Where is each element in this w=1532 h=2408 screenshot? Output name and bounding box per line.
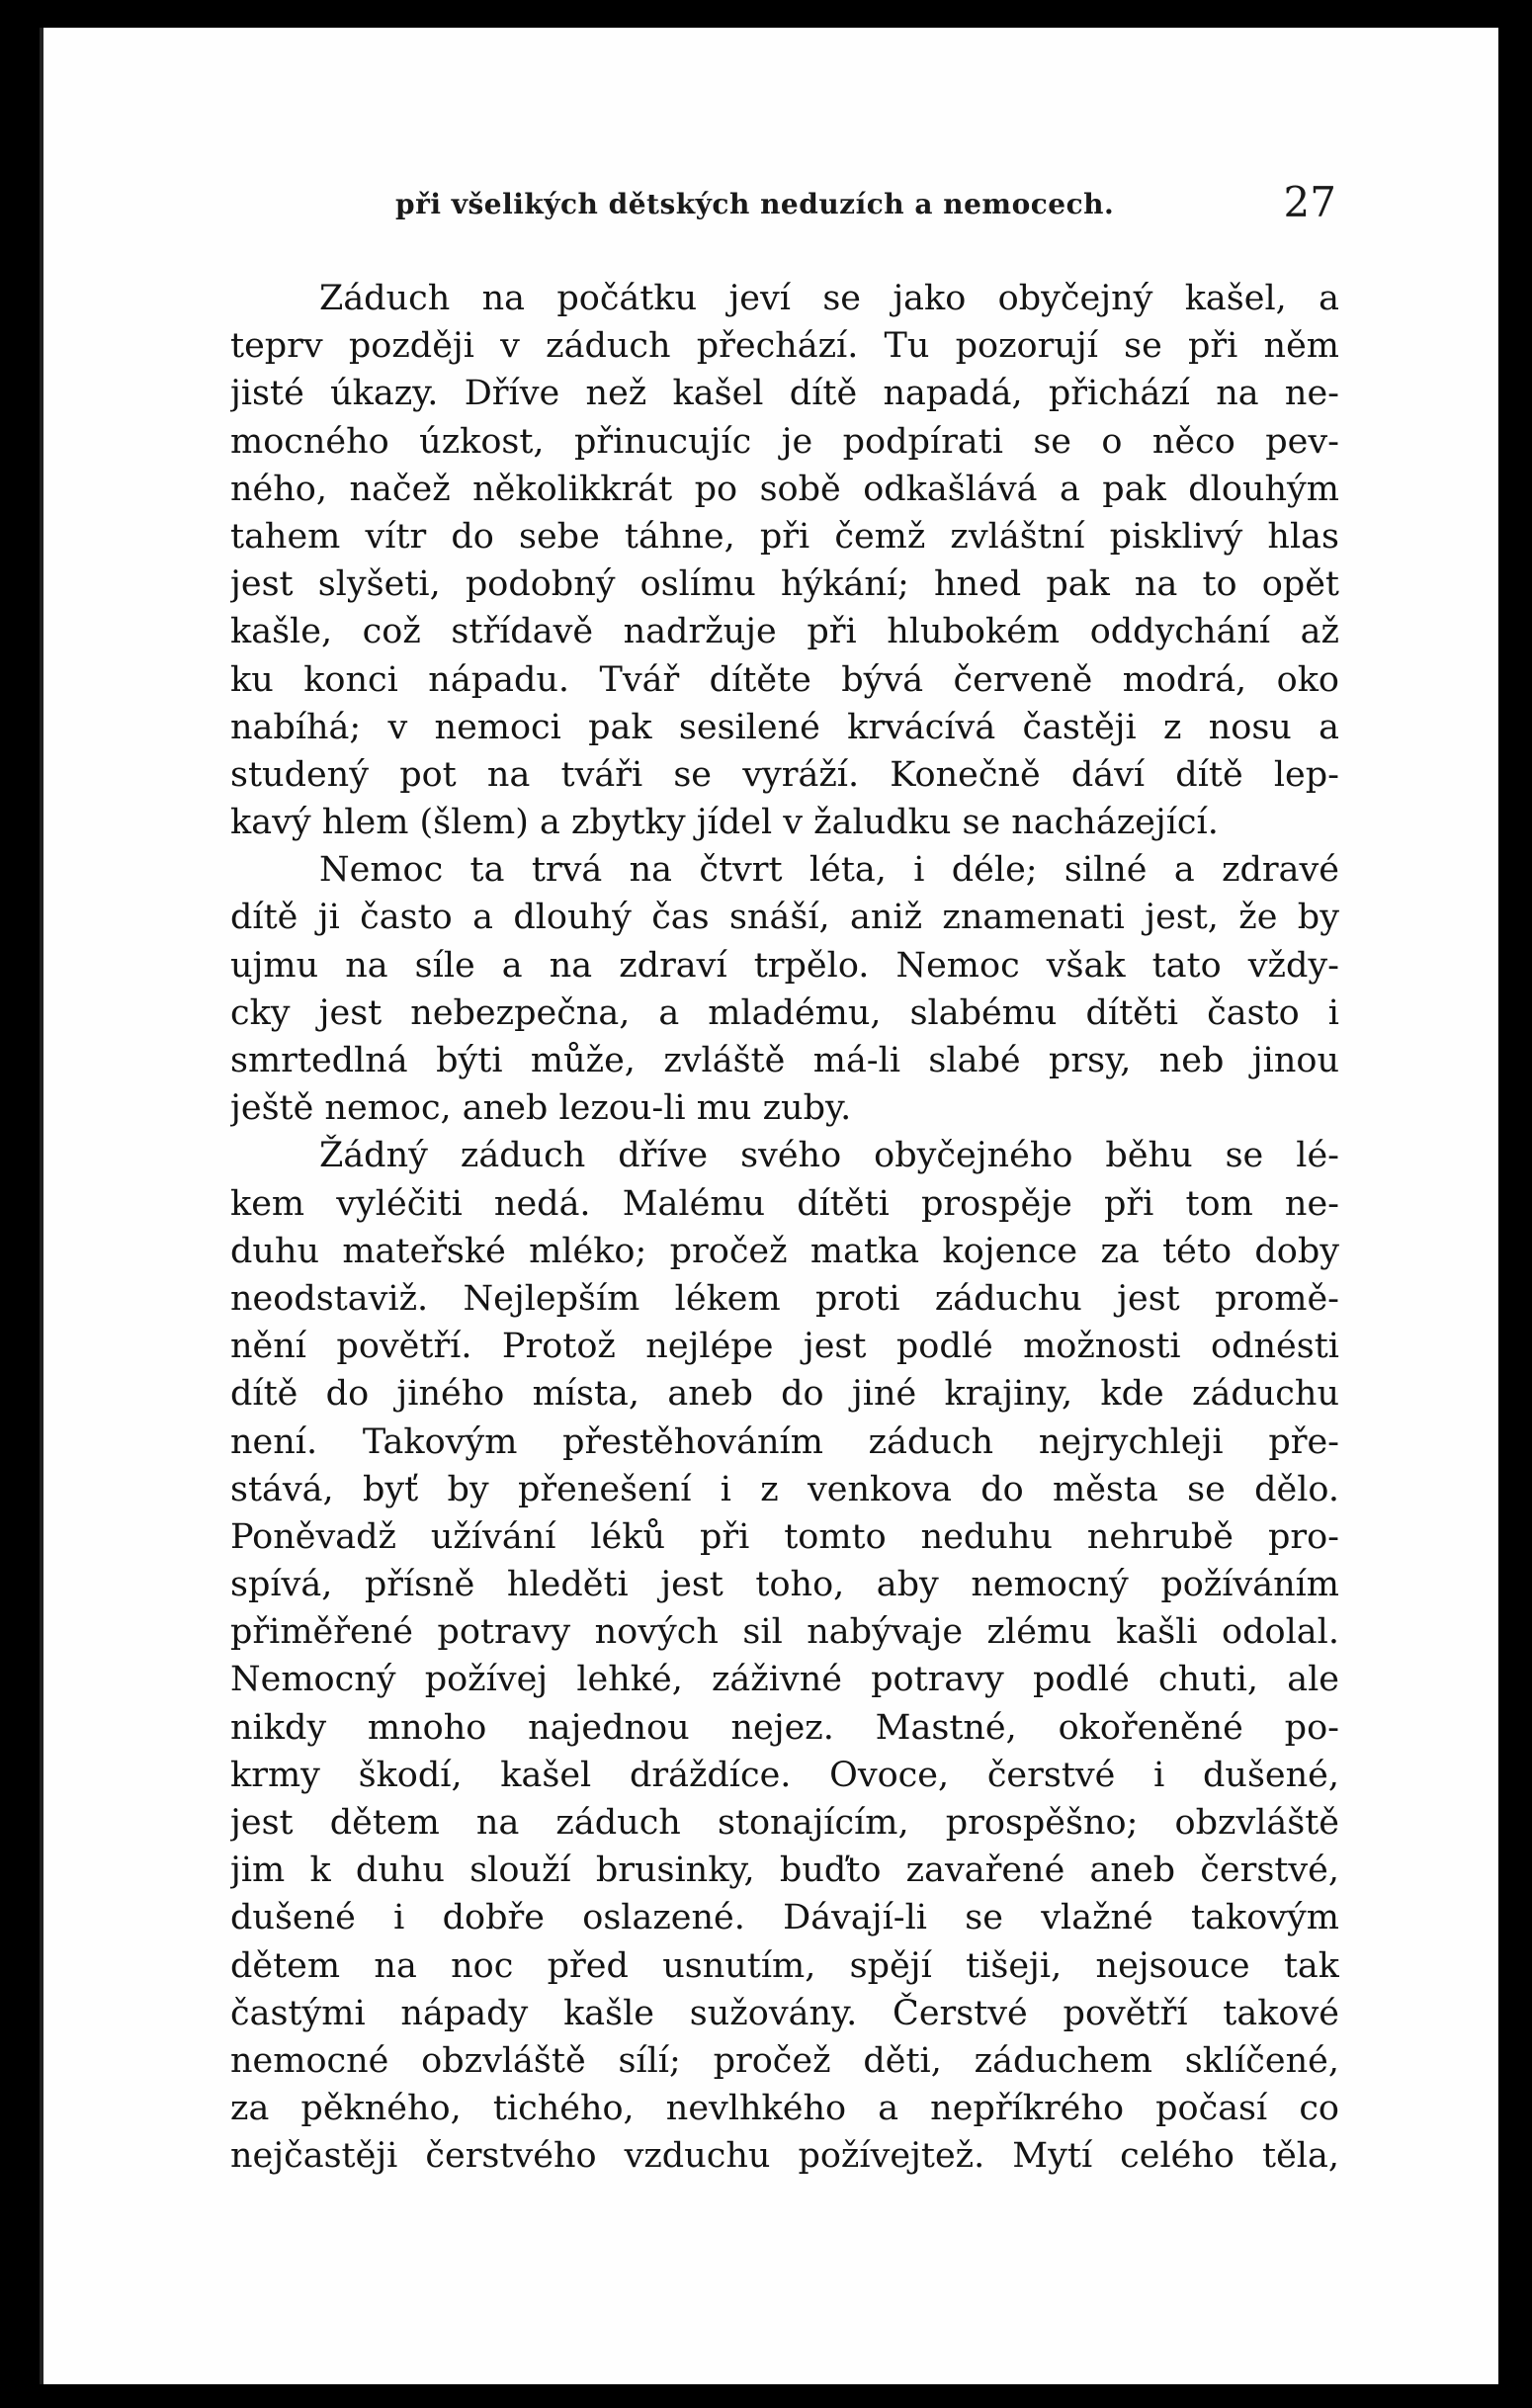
text-line: za pěkného, tichého, nevlhkého a nepříkrého počasí co bbox=[230, 2089, 1339, 2129]
text-line: dítě ji často a dlouhý čas snáší, aniž znamenati jest, že by bbox=[230, 898, 1339, 938]
text-line: Žádný záduch dříve svého obyčejného běhu se lé- bbox=[319, 1136, 1339, 1176]
text-line: nabíhá; v nemoci pak sesilené krvácívá častěji z nosu a bbox=[230, 707, 1339, 747]
text-line: častými nápady kašle sužovány. Čerstvé povětří takové bbox=[230, 1993, 1339, 2033]
text-line: nejčastěji čerstvého vzduchu požívejtež. Mytí celého těla, bbox=[230, 2136, 1339, 2177]
text-line: duhu mateřské mléko; pročež matka kojence za této doby bbox=[230, 1231, 1339, 1271]
text-line: nemocné obzvláště sílí; pročež děti, záduchem sklíčené, bbox=[230, 2040, 1339, 2081]
text-line: jest dětem na záduch stonajícím, prospěšno; obzvláště bbox=[230, 1803, 1339, 1843]
scan-edge bbox=[1498, 0, 1532, 2408]
text-line: ného, načež několikkrát po sobě odkašlává a pak dlouhým bbox=[230, 469, 1339, 509]
text-line: mocného úzkost, přinucujíc je podpírati se o něco pev- bbox=[230, 421, 1339, 462]
text-line: Nemocný požívej lehké, záživné potravy podlé chuti, ale bbox=[230, 1660, 1339, 1700]
text-line: kašle, což střídavě nadržuje při hlubokém oddychání až bbox=[230, 612, 1339, 652]
text-line: Poněvadž užívání léků při tomto neduhu nehrubě pro- bbox=[230, 1516, 1339, 1557]
text-line: dětem na noc před usnutím, spějí tišeji, nejsouce tak bbox=[230, 1945, 1339, 1986]
text-line: jim k duhu slouží brusinky, buďto zavařené aneb čerstvé, bbox=[230, 1850, 1339, 1891]
text-line: kavý hlem (šlem) a zbytky jídel v žaludku se nacházející. bbox=[230, 803, 1219, 843]
text-line: ještě nemoc, aneb lezou-li mu zuby. bbox=[230, 1088, 852, 1129]
text-line: dušené i dobře oslazené. Dávají-li se vlažné takovým bbox=[230, 1898, 1339, 1938]
text-line: smrtedlná býti může, zvláště má-li slabé prsy, neb jinou bbox=[230, 1041, 1339, 1080]
text-line: spívá, přísně hleděti jest toho, aby nemocný požíváním bbox=[230, 1565, 1339, 1605]
text-line: jest slyšeti, podobný oslímu hýkání; hned pak na to opět bbox=[230, 564, 1339, 605]
text-line: dítě do jiného místa, aneb do jiné krajiny, kde záduchu bbox=[230, 1374, 1339, 1415]
text-line: ujmu na síle a na zdraví trpělo. Nemoc však tato vždy- bbox=[230, 945, 1339, 986]
text-line: Nemoc ta trvá na čtvrt léta, i déle; silné a zdravé bbox=[319, 850, 1339, 891]
page-header bbox=[193, 166, 1344, 235]
text-line: přiměřené potravy nových sil nabývaje zlému kašli odolal. bbox=[230, 1612, 1339, 1653]
text-line: stává, byť by přenešení i z venkova do města se dělo. bbox=[230, 1469, 1339, 1509]
text-line: studený pot na tváři se vyráží. Konečně dáví dítě lep- bbox=[230, 754, 1339, 795]
text-line: kem vyléčiti nedá. Malému dítěti prospěje při tom ne- bbox=[230, 1183, 1339, 1224]
text-line: nikdy mnoho najednou nejez. Mastné, okořeněné po- bbox=[230, 1707, 1339, 1748]
text-line: není. Takovým přestěhováním záduch nejrychleji pře- bbox=[230, 1421, 1339, 1462]
text-line: krmy škodí, kašel dráždíce. Ovoce, čerstvé i dušené, bbox=[230, 1755, 1339, 1795]
text-line: teprv později v záduch přechází. Tu pozorují se při něm bbox=[230, 326, 1339, 367]
text-line: ku konci nápadu. Tvář dítěte bývá červeně modrá, oko bbox=[230, 659, 1339, 700]
page-number: 27 bbox=[1283, 178, 1336, 226]
text-line: Záduch na počátku jeví se jako obyčejný kašel, a bbox=[319, 279, 1339, 318]
text-line: jisté úkazy. Dříve než kašel dítě napadá, přichází na ne- bbox=[230, 374, 1339, 414]
text-line: neodstaviž. Nejlepším lékem proti záduchu jest promě- bbox=[230, 1278, 1339, 1319]
running-head: při všelikých dětských neduzích a nemocech. bbox=[395, 188, 1115, 220]
text-line: nění povětří. Protož nejlépe jest podlé možnosti odnésti bbox=[230, 1327, 1339, 1367]
text-line: cky jest nebezpečna, a mladému, slabému dítěti často i bbox=[230, 992, 1339, 1033]
text-line: tahem vítr do sebe táhne, při čemž zvláštní pisklivý hlas bbox=[230, 516, 1339, 557]
body-text bbox=[230, 275, 1339, 2181]
